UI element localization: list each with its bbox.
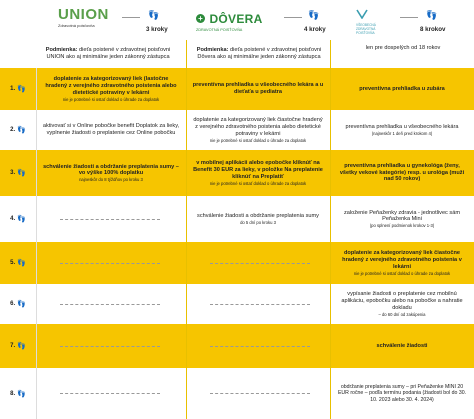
step-text: doplatenie za kategorizovaný liek čiastočne hradený z verejného zdravotného poistenia v lekárni <box>342 250 462 270</box>
union-step-1 <box>42 70 180 108</box>
row-1-number <box>0 68 36 110</box>
union-logo <box>58 6 118 28</box>
step-number: 2. <box>10 127 16 133</box>
vszp-step-1 <box>336 70 468 108</box>
footprints-icon: 👣 <box>17 170 26 177</box>
vszp-logo-line1: VŠEOBECNÁ <box>356 23 376 27</box>
dovera-condition-text: dieťa poistené v zdravotnej poisťovni Dôvera ako aj minimálne jeden zákonný zástupca <box>197 47 322 60</box>
step-note: nie je potrebné si ostať doklad o úhrade za doplatok <box>209 180 307 186</box>
union-logo-text: UNION <box>58 6 109 23</box>
union-condition-text: dieťa poistené v zdravotnej poisťovni UNION ako aj minimálne jeden zákonný zástupca <box>46 47 171 60</box>
dovera-step-1 <box>192 70 324 108</box>
dovera-step-2 <box>192 112 324 148</box>
step-number: 8. <box>10 390 16 397</box>
row-6-number <box>0 284 36 324</box>
footprints-icon: 👣 <box>17 343 26 350</box>
column-divider <box>36 68 37 419</box>
dovera-logo <box>196 10 280 32</box>
step-note: do 5 dní po kroku 3 <box>240 219 276 225</box>
step-note: najneskôr do 8 týždňov po kroku 3 <box>79 177 143 183</box>
step-number: 6. <box>10 301 16 307</box>
vszp-step-7 <box>336 326 468 366</box>
footprints-icon: 👣 <box>17 390 26 398</box>
union-steps: 3 kroky <box>146 26 168 33</box>
union-logo-subtitle: Zdravotná poisťovňa <box>58 23 95 28</box>
dovera-empty-dash <box>210 263 310 265</box>
column-divider <box>330 40 331 419</box>
vszp-step-2 <box>336 112 468 148</box>
step-note: nie je potrebné si ostať doklad o úhrade za doplatok <box>353 270 451 276</box>
dovera-empty-dash <box>210 304 310 306</box>
plus-icon: + <box>196 14 205 23</box>
row-8-number <box>0 368 36 419</box>
step-text: vypísanie žiadosti o preplatenie cez mobilnú aplikáciu, epobočku alebo na pobočke a nahratie dokladu <box>341 291 463 311</box>
union-condition <box>42 40 174 68</box>
vszp-logo-icon <box>356 9 368 19</box>
vszp-logo-line2: ZDRAVOTNÁ <box>356 26 376 31</box>
dovera-logo-subtitle: ZDRAVOTNÁ POISŤOVŇA <box>196 28 243 32</box>
column-divider <box>186 40 187 419</box>
union-empty-dash <box>60 304 160 306</box>
union-condition-label: Podmienka: <box>45 47 78 54</box>
vszp-steps: 8 krokov <box>420 26 446 33</box>
step-text: preventívna prehliadka u všeobecného lekára <box>345 124 459 130</box>
row-7-number <box>0 324 36 368</box>
union-empty-dash <box>60 263 160 265</box>
step-number: 3. <box>10 170 16 176</box>
step-text: doplatenie za kategorizovaný liek čiastočne hradený z verejného zdravotného poistenia alebo dietetické potraviny v lekárni <box>193 117 323 137</box>
row-3-number <box>0 150 36 196</box>
footprints-icon: 👣 <box>426 10 438 20</box>
vszp-logo-line3: POISŤOVŇA <box>356 30 375 35</box>
footprints-icon: 👣 <box>17 216 26 223</box>
step-note: (najneskôr 1 deň pred krokom 4) <box>371 130 433 136</box>
vszp-header-divider <box>400 17 418 18</box>
step-number: 7. <box>10 343 16 349</box>
step-text: založenie Peňaženky zdravia - jednotlivec sám Peňaženka Mini <box>344 209 460 223</box>
step-note: nie je potrebné si ostať doklad o úhrade za doplatok <box>209 137 307 143</box>
footprints-icon: 👣 <box>17 86 26 93</box>
vszp-step-5 <box>336 244 468 282</box>
step-text: preventívna prehliadka u zubára <box>359 85 445 92</box>
step-text: schválenie žiadosti a obdržanie preplatenia sumy – vo výške 100% doplatku <box>43 163 179 177</box>
union-empty-dash <box>60 219 160 221</box>
vszp-condition <box>338 40 468 56</box>
row-4-number <box>0 196 36 242</box>
footprints-icon: 👣 <box>17 301 26 308</box>
union-step-2 <box>42 112 180 148</box>
step-text: obdržanie preplatenia sumy – pri Peňaženke MINI 20 EUR ročne – podľa termínu podania (žiadosti bol do 30. 10. 2023 alebo 30. 4. 2024) <box>337 383 467 403</box>
dovera-empty-dash <box>210 393 310 395</box>
step-text: v mobilnej aplikácii alebo epobočke kliknúť na Benefit 30 EUR za lieky, v položke Na preplatenie kliknúť na Preplatiť <box>193 160 323 180</box>
dovera-empty-dash <box>210 346 310 348</box>
dovera-condition-label: Podmienka: <box>196 47 229 54</box>
step-note: (po splnení podmienok krokov 1-3) <box>369 223 435 229</box>
union-step-3 <box>42 152 180 194</box>
union-header-divider <box>122 17 140 18</box>
footprints-icon: 👣 <box>308 10 320 20</box>
dovera-step-3 <box>192 152 324 194</box>
step-note: nie je potrebné si ostať doklad o úhrade za doplatok <box>62 96 160 102</box>
dovera-condition <box>196 40 322 68</box>
step-text: schválenie žiadosti <box>376 342 428 349</box>
union-empty-dash <box>60 393 160 395</box>
step-note: – do 60 dní od zakúpenia <box>378 311 426 317</box>
dovera-logo-text: DÔVERA <box>209 12 263 26</box>
vszp-condition-text: len pre dospelých od 18 rokov <box>365 44 441 51</box>
step-number: 1. <box>10 86 16 92</box>
vszp-step-6 <box>336 286 468 322</box>
vszp-step-4 <box>336 198 468 240</box>
step-number: 5. <box>10 260 16 266</box>
dovera-header-divider <box>284 17 302 18</box>
footprints-icon: 👣 <box>148 10 160 20</box>
row-5-number <box>0 242 36 284</box>
step-number: 4. <box>10 216 16 222</box>
row-2-number <box>0 110 36 150</box>
step-text: schválenie žiadosti a obdržanie preplatenia sumy <box>197 213 319 219</box>
step-text: preventívna prehliadka u gynekológa (ženy, všetky vekové kategórie) resp. u urológa (muži nad 50 rokov) <box>339 162 465 183</box>
footprints-icon: 👣 <box>17 127 26 134</box>
step-text: preventívna prehliadka u všeobecného lekára a u dieťaťa u pediatra <box>192 82 324 95</box>
vszp-step-3 <box>336 152 468 194</box>
vszp-step-8 <box>336 370 468 417</box>
dovera-steps: 4 kroky <box>304 26 326 33</box>
dovera-step-4 <box>192 198 324 240</box>
vszp-logo <box>356 6 396 35</box>
footprints-icon: 👣 <box>17 260 26 267</box>
union-empty-dash <box>60 346 160 348</box>
step-text: doplatenie za kategorizovaný liek (lastočne hradený z verejného zdravotného poistenia alebo dietetické potraviny v lekárni <box>45 76 177 96</box>
step-text: aktivovať si v Online pobočke benefit Doplatok za lieky, vyplnenie žiadosti o preplatenie cez Online pobočku <box>42 123 180 136</box>
